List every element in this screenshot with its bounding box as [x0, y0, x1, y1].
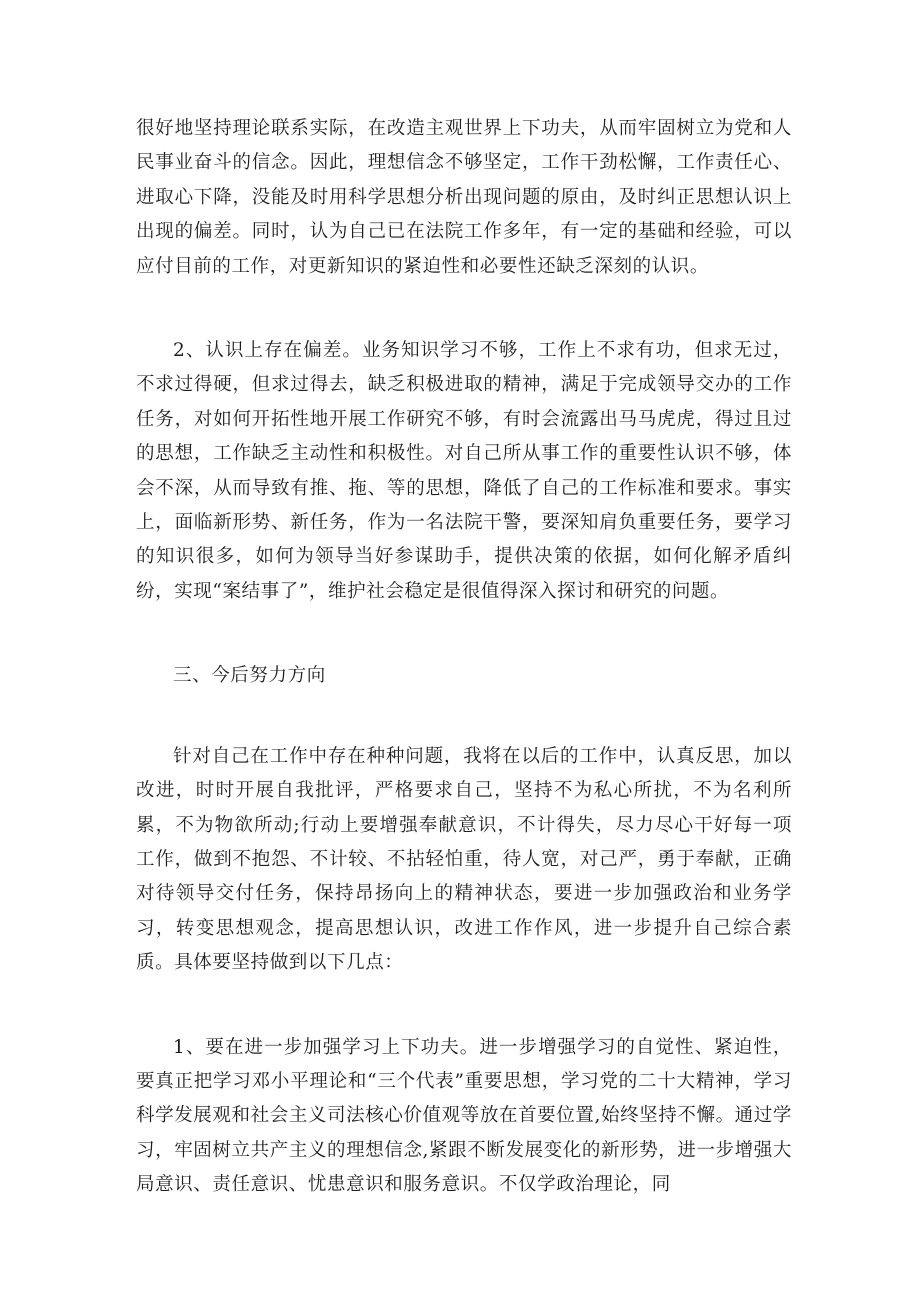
paragraph-point-2: 2、认识上存在偏差。业务知识学习不够，工作上不求有功，但求无过，不求过得硬，但求过得去，缺乏积极进取的精神，满足于完成领导交办的工作任务，对如何开拓性地开展工作研究不够，有时会流露出马马虎虎，得过且过的思想，工作缺乏主动性和积极性。对自己所从事工作的重要性认识不够，体会不深，从而导致有推、拖、等的思想，降低了自己的工作标准和要求。事实上，面临新形势、新任务，作为一名法院干警，要深知肩负重要任务，要学习的知识很多，如何为领导当好参谋助手，提供决策的依据，如何化解矛盾纠纷，实现“案结事了”，维护社会稳定是很值得深入探讨和研究的问题。 — [136, 340, 792, 602]
paragraph-continuation: 很好地坚持理论联系实际，在改造主观世界上下功夫，从而牢固树立为党和人民事业奋斗的信念。因此，理想信念不够坚定，工作干劲松懈，工作责任心、进取心下降，没能及时用科学思想分析出现问题的原由，及时纠正思想认识上出现的偏差。同时，认为自己已在法院工作多年，有一定的基础和经验，可以应付目前的工作，对更新知识的紧迫性和必要性还缺乏深刻的认识。 — [136, 118, 792, 277]
document-body — [136, 112, 792, 1253]
paragraph-point-1: 1、要在进一步加强学习上下功夫。进一步增强学习的自觉性、紧迫性，要真正把学习邓小平理论和“三个代表”重要思想，学习党的二十大精神，学习科学发展观和社会主义司法核心价值观等放在首要位置,始终坚持不懈。通过学习，牢固树立共产主义的理想信念,紧跟不断发展变化的新形势，进一步增强大局意识、责任意识、忧患意识和服务意识。不仅学政治理论，同 — [136, 1036, 792, 1196]
section-heading: 三、今后努力方向 — [173, 665, 326, 687]
paragraph-section-intro: 针对自己在工作中存在种种问题，我将在以后的工作中，认真反思，加以改进，时时开展自我批评，严格要求自己，坚持不为私心所扰，不为名利所累，不为物欲所动;行动上要增强奉献意识，不计得失，尽力尽心干好每一项工作，做到不抱怨、不计较、不拈轻怕重，待人宽，对己严，勇于奉献，正确对待领导交付任务，保持昂扬向上的精神状态，要进一步加强政治和业务学习，转变思想观念，提高思想认识，改进工作作风，进一步提升自己综合素质。具体要坚持做到以下几点： — [136, 745, 792, 974]
